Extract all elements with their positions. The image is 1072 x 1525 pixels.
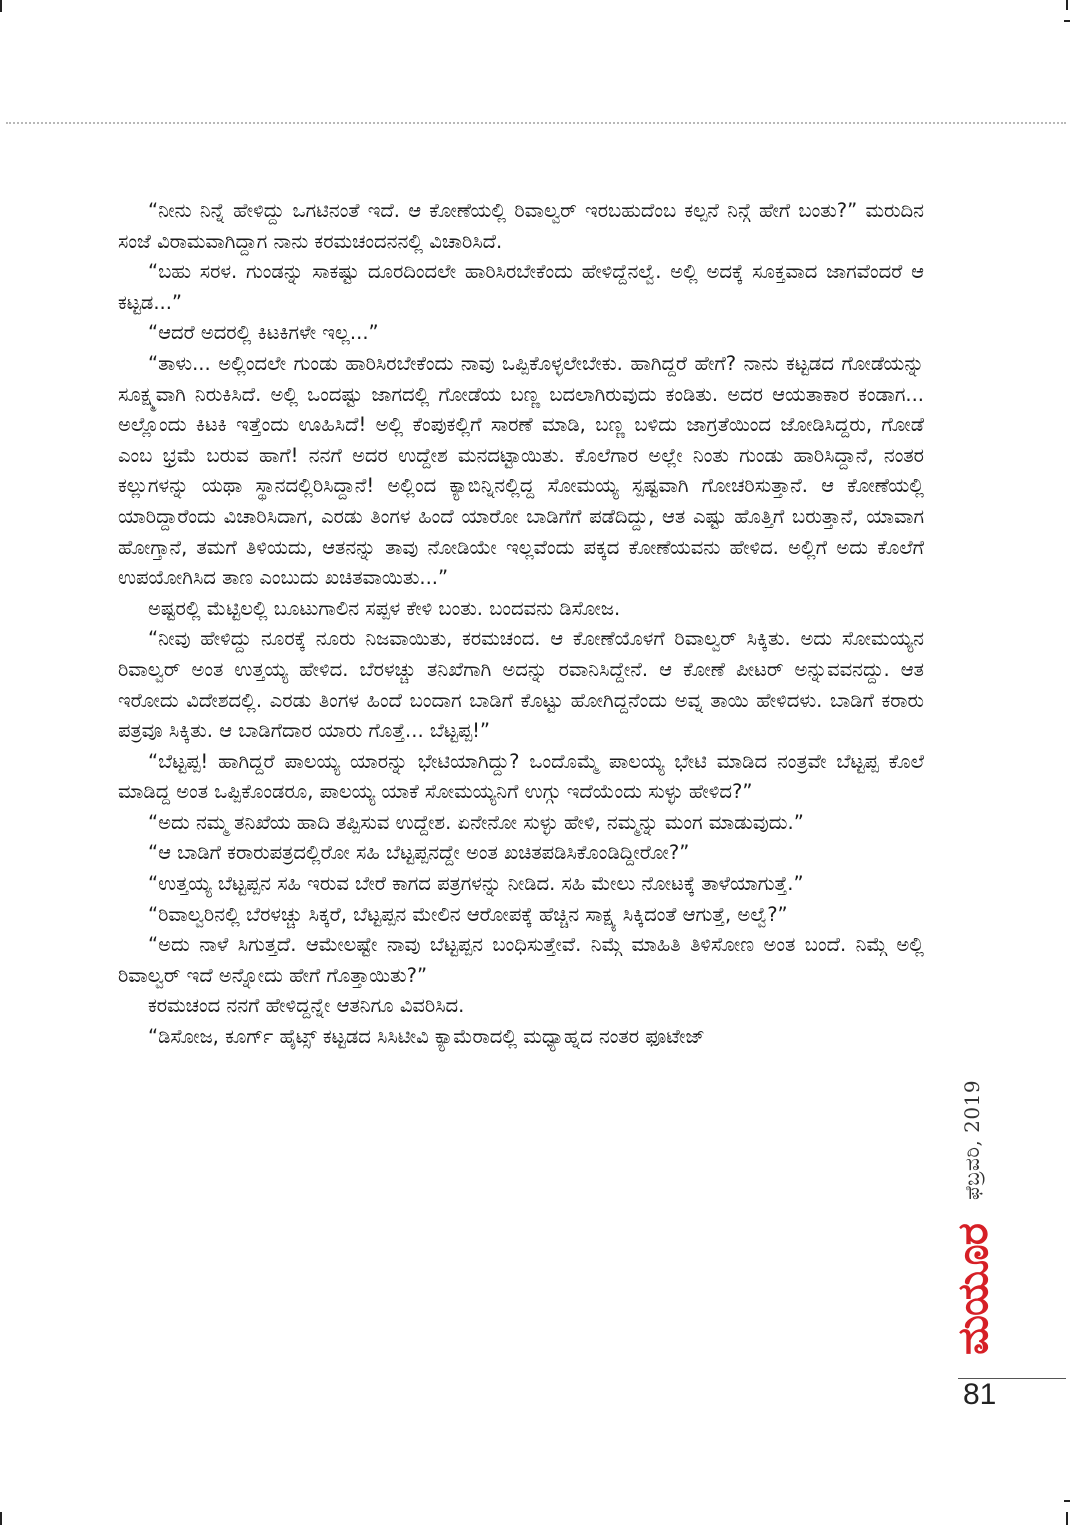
page-number: 81	[963, 1378, 997, 1411]
paragraph: “ಆ ಬಾಡಿಗೆ ಕರಾರುಪತ್ರದಲ್ಲಿರೋ ಸಹಿ ಬೆಟ್ಟಪ್ಪನದ್ದೇ ಅಂತ ಖಚಿತಪಡಿಸಿಕೊಂಡಿದ್ದೀರೋ?”	[148, 841, 690, 865]
paragraph: “ತಾಳು... ಅಲ್ಲಿಂದಲೇ ಗುಂಡು ಹಾರಿಸಿರಬೇಕೆಂದು ನಾವು ಒಪ್ಪಿಕೊಳ್ಳಲೇಬೇಕು. ಹಾಗಿದ್ದರೆ ಹೇಗೆ? ನಾನು ಕಟ್ಟಡದ ಗೋಡೆಯನ್ನು ಸೂಕ್ಷ್ಮವಾಗಿ ನಿರುಕಿಸಿದೆ. ಅಲ್ಲಿ ಒಂದಷ್ಟು ಜಾಗದಲ್ಲಿ ಗೋಡೆಯ ಬಣ್ಣ ಬದಲಾಗಿರುವುದು ಕಂಡಿತು. ಅದರ ಆಯತಾಕಾರ ಕಂಡಾಗ... ಅಲ್ಲೊಂದು ಕಿಟಕಿ ಇತ್ತೆಂದು ಊಹಿಸಿದೆ! ಅಲ್ಲಿ ಕೆಂಪುಕಲ್ಲಿಗೆ ಸಾರಣೆ ಮಾಡಿ, ಬಣ್ಣ ಬಳಿದು ಜಾಗ್ರತೆಯಿಂದ ಜೋಡಿಸಿದ್ದರು, ಗೋಡೆ ಎಂಬ ಭ್ರಮೆ ಬರುವ ಹಾಗೆ! ನನಗೆ ಅದರ ಉದ್ದೇಶ ಮನದಟ್ಟಾಯಿತು. ಕೊಲೆಗಾರ ಅಲ್ಲೇ ನಿಂತು ಗುಂಡು ಹಾರಿಸಿದ್ದಾನೆ, ನಂತರ ಕಲ್ಲುಗಳನ್ನು ಯಥಾ ಸ್ಥಾನದಲ್ಲಿರಿಸಿದ್ದಾನೆ! ಅಲ್ಲಿಂದ ಕ್ಯಾಬಿನ್ನಿನಲ್ಲಿದ್ದ ಸೋಮಯ್ಯ ಸ್ಪಷ್ಟವಾಗಿ ಗೋಚರಿಸುತ್ತಾನೆ. ಆ ಕೋಣೆಯಲ್ಲಿ ಯಾರಿದ್ದಾರೆಂದು ವಿಚಾರಿಸಿದಾಗ, ಎರಡು ತಿಂಗಳ ಹಿಂದೆ ಯಾರೋ ಬಾಡಿಗೆಗೆ ಪಡೆದಿದ್ದು, ಆತ ಎಷ್ಟು ಹೊತ್ತಿಗೆ ಬರುತ್ತಾನೆ, ಯಾವಾಗ ಹೋಗ್ತಾನೆ, ತಮಗೆ ತಿಳಿಯದು, ಆತನನ್ನು ತಾವು ನೋಡಿಯೇ ಇಲ್ಲವೆಂದು ಪಕ್ಕದ ಕೋಣೆಯವನು ಹೇಳಿದ. ಅಲ್ಲಿಗೆ ಅದು ಕೊಲೆಗೆ ಉಪಯೋಗಿಸಿದ ತಾಣ ಎಂಬುದು ಖಚಿತವಾಯಿತು...”	[118, 351, 925, 590]
paragraph: “ಅದು ನಾಳೆ ಸಿಗುತ್ತದೆ. ಆಮೇಲಷ್ಟೇ ನಾವು ಬೆಟ್ಟಪ್ಪನ ಬಂಧಿಸುತ್ತೇವೆ. ನಿಮ್ಗೆ ಮಾಹಿತಿ ತಿಳಿಸೋಣ ಅಂತ ಬಂದೆ. ನಿಮ್ಗೆ ಅಲ್ಲಿ ರಿವಾಲ್ವರ್ ಇದೆ ಅನ್ನೋದು ಹೇಗೆ ಗೊತ್ತಾಯಿತು?”	[118, 933, 924, 987]
crop-mark-right-top	[1064, 20, 1070, 22]
crop-mark-top-left	[0, 0, 2, 12]
crop-mark-top-right	[1066, 0, 1068, 10]
article-body	[118, 196, 924, 1053]
paragraph: “ರಿವಾಲ್ವರಿನಲ್ಲಿ ಬೆರಳಚ್ಚು ಸಿಕ್ಕರೆ, ಬೆಟ್ಟಪ್ಪನ ಮೇಲಿನ ಆರೋಪಕ್ಕೆ ಹೆಚ್ಚಿನ ಸಾಕ್ಷ್ಯ ಸಿಕ್ಕಿದಂತೆ ಆಗುತ್ತೆ, ಅಲ್ವೆ?”	[148, 902, 788, 926]
crop-mark-bottom-right	[1066, 1512, 1068, 1525]
issue-date: ಫೆಬ್ರವರಿ, 2019	[960, 1079, 984, 1200]
paragraph: ಅಷ್ಟರಲ್ಲಿ ಮೆಟ್ಟಿಲಲ್ಲಿ ಬೂಟುಗಾಲಿನ ಸಪ್ಪಳ ಕೇಳಿ ಬಂತು. ಬಂದವನು ಡಿಸೋಜ.	[148, 596, 621, 620]
crop-mark-right-bottom	[1064, 1500, 1070, 1502]
paragraph: “ನೀನು ನಿನ್ನೆ ಹೇಳಿದ್ದು ಒಗಟಿನಂತೆ ಇದೆ. ಆ ಕೋಣೆಯಲ್ಲಿ ರಿವಾಲ್ವರ್ ಇರಬಹುದೆಂಬ ಕಲ್ಪನೆ ನಿನ್ಗೆ ಹೇಗೆ ಬಂತು?” ಮರುದಿನ ಸಂಜೆ ವಿರಾಮವಾಗಿದ್ದಾಗ ನಾನು ಕರಮಚಂದನನಲ್ಲಿ ವಿಚಾರಿಸಿದೆ.	[118, 199, 924, 253]
magazine-logo: ಮಯೂರ	[948, 1224, 997, 1356]
header-dotted-rule	[6, 122, 1066, 124]
paragraph: “ಅದು ನಮ್ಮ ತನಿಖೆಯ ಹಾದಿ ತಪ್ಪಿಸುವ ಉದ್ದೇಶ. ಏನೇನೋ ಸುಳ್ಳು ಹೇಳಿ, ನಮ್ಮನ್ನು ಮಂಗ ಮಾಡುವುದು.”	[148, 810, 804, 834]
paragraph: “ಉತ್ತಯ್ಯ ಬೆಟ್ಟಪ್ಪನ ಸಹಿ ಇರುವ ಬೇರೆ ಕಾಗದ ಪತ್ರಗಳನ್ನು ನೀಡಿದ. ಸಹಿ ಮೇಲು ನೋಟಕ್ಕೆ ತಾಳೆಯಾಗುತ್ತೆ.”	[148, 872, 804, 896]
paragraph: “ಆದರೆ ಅದರಲ್ಲಿ ಕಿಟಕಿಗಳೇ ಇಲ್ಲ...”	[148, 321, 379, 345]
crop-mark-bottom-left	[0, 1512, 2, 1525]
paragraph: “ನೀವು ಹೇಳಿದ್ದು ನೂರಕ್ಕೆ ನೂರು ನಿಜವಾಯಿತು, ಕರಮಚಂದ. ಆ ಕೋಣೆಯೊಳಗೆ ರಿವಾಲ್ವರ್ ಸಿಕ್ಕಿತು. ಅದು ಸೋಮಯ್ಯನ ರಿವಾಲ್ವರ್ ಅಂತ ಉತ್ತಯ್ಯ ಹೇಳಿದ. ಬೆರಳಚ್ಚು ತನಿಖೆಗಾಗಿ ಅದನ್ನು ರವಾನಿಸಿದ್ದೇನೆ. ಆ ಕೋಣೆ ಪೀಟರ್ ಅನ್ನುವವನದ್ದು. ಆತ ಇರೋದು ವಿದೇಶದಲ್ಲಿ. ಎರಡು ತಿಂಗಳ ಹಿಂದೆ ಬಂದಾಗ ಬಾಡಿಗೆ ಕೊಟ್ಟು ಹೋಗಿದ್ದನೆಂದು ಅವ್ನ ತಾಯಿ ಹೇಳಿದಳು. ಬಾಡಿಗೆ ಕರಾರು ಪತ್ರವೂ ಸಿಕ್ಕಿತು. ಆ ಬಾಡಿಗೆದಾರ ಯಾರು ಗೊತ್ತೆ... ಬೆಟ್ಟಪ್ಪ!”	[118, 627, 924, 743]
paragraph: ಕರಮಚಂದ ನನಗೆ ಹೇಳಿದ್ದನ್ನೇ ಆತನಿಗೂ ವಿವರಿಸಿದ.	[148, 994, 465, 1018]
paragraph: “ಡಿಸೋಜ, ಕೂರ್ಗ್ ಹೈಟ್ಸ್ ಕಟ್ಟಡದ ಸಿಸಿಟೀವಿ ಕ್ಯಾಮೆರಾದಲ್ಲಿ ಮಧ್ಯಾಹ್ನದ ನಂತರ ಫೂಟೇಜ್	[148, 1025, 705, 1049]
paragraph: “ಬಹು ಸರಳ. ಗುಂಡನ್ನು ಸಾಕಷ್ಟು ದೂರದಿಂದಲೇ ಹಾರಿಸಿರಬೇಕೆಂದು ಹೇಳಿದ್ದೆನಲ್ವೆ. ಅಲ್ಲಿ ಅದಕ್ಕೆ ಸೂಕ್ತವಾದ ಜಾಗವೆಂದರೆ ಆ ಕಟ್ಟಡ...”	[118, 260, 924, 314]
paragraph: “ಬೆಟ್ಟಪ್ಪ! ಹಾಗಿದ್ದರೆ ಪಾಲಯ್ಯ ಯಾರನ್ನು ಭೇಟಿಯಾಗಿದ್ದು? ಒಂದೊಮ್ಮೆ ಪಾಲಯ್ಯ ಭೇಟಿ ಮಾಡಿದ ನಂತ್ರವೇ ಬೆಟ್ಟಪ್ಪ ಕೊಲೆ ಮಾಡಿದ್ದ ಅಂತ ಒಪ್ಪಿಕೊಂಡರೂ, ಪಾಲಯ್ಯ ಯಾಕೆ ಸೋಮಯ್ಯನಿಗೆ ಉಗ್ಗು ಇದೆಯೆಂದು ಸುಳ್ಳು ಹೇಳಿದ?”	[118, 749, 924, 804]
